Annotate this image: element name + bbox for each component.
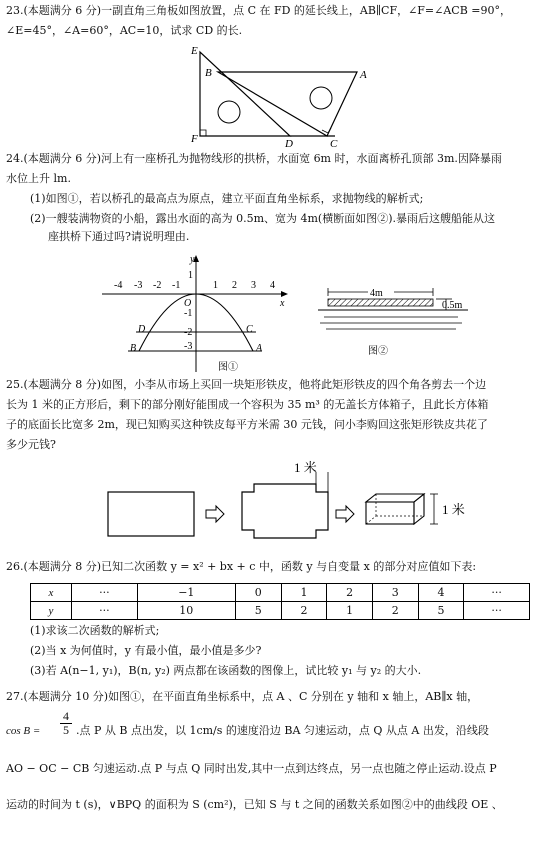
q26-line1: 26.(本题满分 8 分)已知二次函数 y = x² + bx + c 中，函数 y 与自变量 x 的部分对应值如下表: (6, 560, 477, 573)
q24-tick-label: 4 (270, 280, 275, 291)
q25-height-label: 1 米 (442, 502, 465, 517)
q24-boat-figure (318, 282, 478, 362)
q25-line3: 子的底面长比宽多 2m，现已知购买这种铁皮每平方米需 30 元钱，问小李购回这张矩形铁皮共花了 (6, 418, 488, 431)
q24-fig2-caption: 图② (368, 346, 388, 357)
q27-line3: AO − OC − CB 匀速运动.点 P 与点 Q 同时出发,其中一点到达终点，另一点也随之停止运动.设点 P (6, 762, 497, 775)
q27-fraction-numerator: 4 (63, 709, 69, 723)
table-cell: 5 (418, 602, 464, 620)
q27-fraction (60, 710, 72, 737)
table-cell: 1 (281, 584, 327, 602)
q24-tick-label: -1 (172, 280, 181, 291)
table-cell: ··· (72, 602, 138, 620)
table-cell: 10 (137, 602, 235, 620)
q24-parabola-figure (98, 250, 293, 374)
q27-cos-label: cos B = (6, 725, 41, 737)
q24-tick-label: -3 (134, 280, 143, 291)
table-cell: ··· (464, 602, 530, 620)
q23-line1: 23.(本题满分 6 分)一副直角三角板如图放置，点 C 在 FD 的延长线上，AB∥CF，∠F=∠ACB =90°， (6, 4, 512, 17)
q24-tick-label: -2 (153, 280, 162, 291)
q24-fig2-height: 0.5m (442, 300, 463, 311)
q24-fig1-b: B (130, 343, 137, 354)
q24-tick-label: 1 (188, 270, 193, 281)
table-cell: y (31, 602, 72, 620)
q24-tick-label: 2 (232, 280, 237, 291)
q23-label-d: D (285, 138, 293, 148)
q23-triangle-figure (185, 42, 375, 148)
q24-tick-label: -3 (184, 341, 193, 352)
q24-tick-label: 3 (251, 280, 256, 291)
q24-fig1-a: A (256, 343, 263, 354)
q23-label-a: A (360, 69, 367, 81)
table-cell: x (31, 584, 72, 602)
q25-box-figure (100, 458, 490, 544)
q23-label-e: E (191, 45, 198, 57)
q24-line1: 24.(本题满分 6 分)河上有一座桥孔为抛物线形的拱桥，水面宽 6m 时，水面离桥孔顶部 3m.因降暴雨 (6, 152, 502, 165)
q26-sub2: (2)当 x 为何值时，y 有最小值，最小值是多少? (30, 644, 262, 657)
q24-fig1-d: D (138, 324, 146, 335)
table-cell: 2 (281, 602, 327, 620)
q24-tick-label: -4 (114, 280, 123, 291)
q23-label-c: C (330, 138, 338, 148)
q25-line2: 长为 1 米的正方形后，剩下的部分刚好能围成一个容积为 35 m³ 的无盖长方体箱子，且此长方体箱 (6, 398, 489, 411)
table-cell: ··· (72, 584, 138, 602)
q27-line4: 运动的时间为 t (s)，∨BPQ 的面积为 S (cm²)，已知 S 与 t 之间的函数关系如图②中的曲线段 OE 、 (6, 798, 503, 811)
q25-line1: 25.(本题满分 8 分)如图，小李从市场上买回一块矩形铁皮，他将此矩形铁皮的四个角各剪去一个边 (6, 378, 487, 391)
q27-line2: .点 P 从 B 点出发，以 1cm/s 的速度沿边 BA 匀速运动，点 Q 从点 A 出发，沿线段 (76, 724, 489, 737)
q24-fig1-caption: 图① (218, 362, 238, 373)
q23-label-b: B (205, 67, 212, 79)
table-cell: 1 (327, 602, 373, 620)
q24-tick-label: 1 (213, 280, 218, 291)
table-cell: −1 (137, 584, 235, 602)
q24-tick-label: -1 (184, 308, 193, 319)
q23-label-f: F (191, 133, 198, 145)
q23-line2: ∠E=45°，∠A=60°，AC=10，试求 CD 的长. (6, 24, 243, 37)
table-cell: 5 (235, 602, 281, 620)
table-cell: 3 (372, 584, 418, 602)
table-row (31, 602, 530, 620)
q24-sub2b: 座拱桥下通过吗?请说明理由. (48, 230, 190, 243)
q25-line4: 多少元钱? (6, 438, 56, 451)
q24-fig2-width: 4m (370, 288, 383, 299)
table-cell: 4 (418, 584, 464, 602)
q24-fig1-c: C (246, 324, 253, 335)
q24-sub1: (1)如图①，若以桥孔的最高点为原点，建立平面直角坐标系，求抛物线的解析式; (30, 192, 424, 205)
q24-fig1-y: y (190, 254, 195, 265)
table-cell: 2 (372, 602, 418, 620)
q25-cut-label: 1 米 (294, 460, 317, 475)
q24-line2: 水位上升 lm. (6, 172, 71, 185)
q26-sub3: (3)若 A(n−1, y₁)，B(n, y₂) 两点都在该函数的图像上，试比较 y₁ 与 y₂ 的大小. (30, 664, 422, 677)
q27-fraction-denominator: 5 (63, 723, 69, 737)
table-cell: 0 (235, 584, 281, 602)
table-cell: ··· (464, 584, 530, 602)
q24-tick-label: -2 (184, 327, 193, 338)
table-cell: 2 (327, 584, 373, 602)
q24-sub2a: (2)一艘装满物资的小船，露出水面的高为 0.5m、宽为 4m(横断面如图②).暴雨后这艘船能从这 (30, 212, 496, 225)
table-row (31, 584, 530, 602)
q24-fig1-x: x (280, 298, 285, 309)
q26-value-table (30, 583, 530, 620)
q27-line1: 27.(本题满分 10 分)如图①，在平面直角坐标系中，点 A 、C 分别在 y 轴和 x 轴上，AB∥x 轴， (6, 690, 479, 703)
q24-fig1-origin: O (184, 298, 192, 309)
q26-sub1: (1)求该二次函数的解析式; (30, 624, 160, 637)
